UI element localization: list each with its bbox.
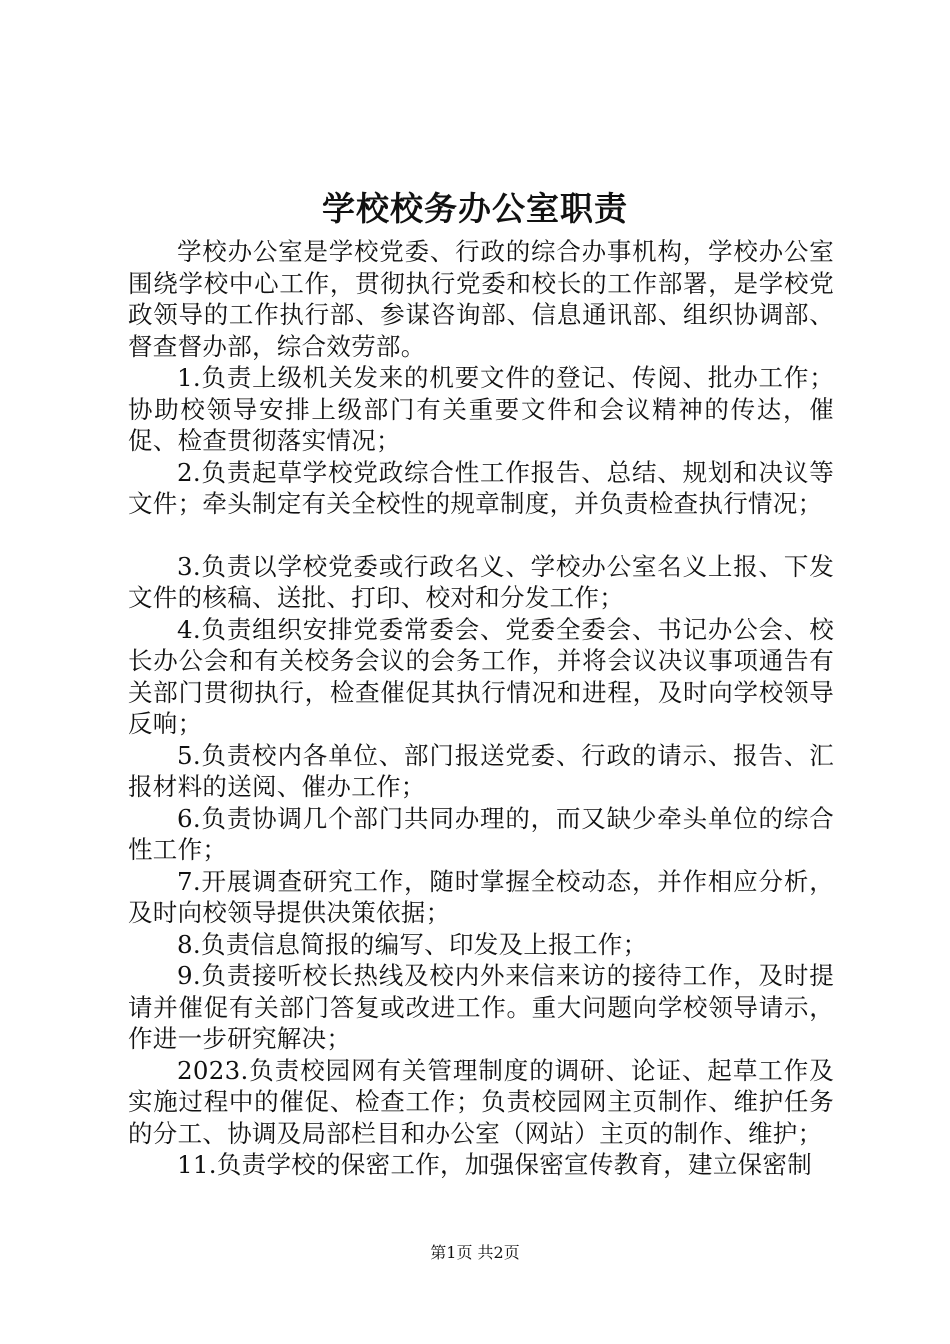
paragraph-item-9: 9.负责接听校长热线及校内外来信来访的接待工作，及时提请并催促有关部门答复或改进工作。重大问题向学校领导请示，作进一步研究解决； [128,961,834,1053]
paragraph-item-7: 7.开展调查研究工作，随时掌握全校动态，并作相应分析，及时向校领导提供决策依据； [128,866,834,927]
paragraph-item-3: 3.负责以学校党委或行政名义、学校办公室名义上报、下发文件的核稿、送批、打印、校对和分发工作； [128,551,834,612]
paragraph-item-6: 6.负责协调几个部门共同办理的，而又缺少牵头单位的综合性工作； [128,803,834,864]
paragraph-item-11: 11.负责学校的保密工作，加强保密宣传教育，建立保密制 [177,1150,813,1179]
paragraph-item-4: 4.负责组织安排党委常委会、党委全委会、书记办公会、校长办公会和有关校务会议的会务工作，并将会议决议事项通告有关部门贯彻执行，检查催促其执行情况和进程，及时向学校领导反响； [128,614,834,738]
paragraph-item-10: 2023.负责校园网有关管理制度的调研、论证、起草工作及实施过程中的催促、检查工作；负责校园网主页制作、维护任务的分工、协调及局部栏目和办公室（网站）主页的制作、维护； [128,1055,834,1148]
page-footer: 第1页 共2页 [430,1243,520,1262]
document-body [128,236,834,1181]
paragraph-item-5: 5.负责校内各单位、部门报送党委、行政的请示、报告、汇报材料的送阅、催办工作； [128,740,834,801]
paragraph-item-1: 1.负责上级机关发来的机要文件的登记、传阅、批办工作；协助校领导安排上级部门有关重要文件和会议精神的传达，催促、检查贯彻落实情况； [128,363,834,455]
document-title: 学校校务办公室职责 [322,189,628,228]
paragraph-item-2: 2.负责起草学校党政综合性工作报告、总结、规划和决议等文件；牵头制定有关全校性的规章制度，并负责检查执行情况； [128,457,834,518]
paragraph-intro: 学校办公室是学校党委、行政的综合办事机构，学校办公室围绕学校中心工作，贯彻执行党委和校长的工作部署，是学校党政领导的工作执行部、参谋咨询部、信息通讯部、组织协调部、督查督办部，综合效劳部。 [128,237,834,361]
paragraph-item-8: 8.负责信息简报的编写、印发及上报工作； [177,929,648,959]
